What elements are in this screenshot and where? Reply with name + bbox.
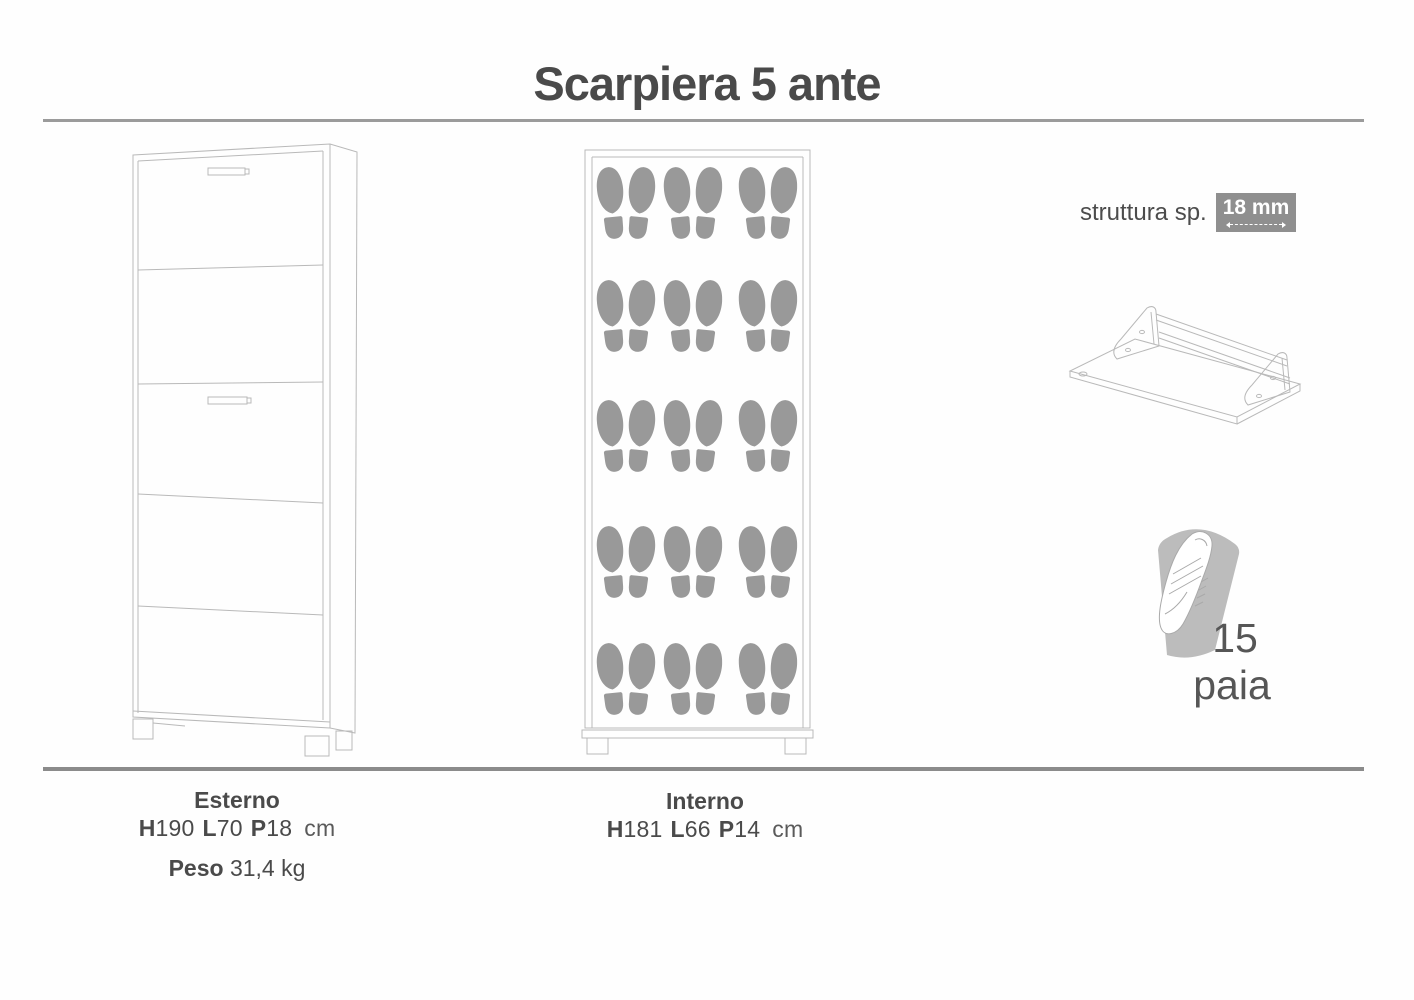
interno-dimensions xyxy=(580,815,830,843)
weight-label: Peso xyxy=(168,855,224,882)
footprints-layer xyxy=(595,166,799,716)
cabinet-interior-drawing xyxy=(575,145,820,760)
handle-icon xyxy=(208,397,251,404)
dim-h: H181 xyxy=(606,816,663,843)
shelf-drawing xyxy=(1055,298,1310,433)
dim-p: P14 xyxy=(718,816,761,843)
dim-unit: cm xyxy=(772,816,804,843)
cabinet-exterior-drawing xyxy=(105,130,375,770)
capacity-count: 15 xyxy=(1212,615,1258,661)
spec-esterno xyxy=(112,786,362,882)
dim-p: P18 xyxy=(250,815,293,842)
weight-line xyxy=(112,854,362,882)
capacity-unit: paia xyxy=(1193,662,1271,708)
interno-label: Interno xyxy=(666,788,744,814)
esterno-label: Esterno xyxy=(194,787,280,813)
spec-interno xyxy=(580,787,830,843)
top-divider xyxy=(43,119,1364,122)
page-title: Scarpiera 5 ante xyxy=(533,57,881,110)
esterno-dimensions xyxy=(112,814,362,842)
dim-l: L66 xyxy=(670,816,711,843)
weight-value: 31,4 kg xyxy=(229,855,306,882)
structure-thickness xyxy=(1080,193,1296,232)
double-arrow-icon xyxy=(1223,221,1290,228)
dim-l: L70 xyxy=(202,815,243,842)
thickness-value: 18 mm xyxy=(1222,196,1290,219)
handle-icon xyxy=(208,168,249,175)
structure-label: struttura sp. xyxy=(1080,198,1207,226)
thickness-badge xyxy=(1216,193,1297,232)
dim-unit: cm xyxy=(304,815,336,842)
dim-h: H190 xyxy=(138,815,195,842)
